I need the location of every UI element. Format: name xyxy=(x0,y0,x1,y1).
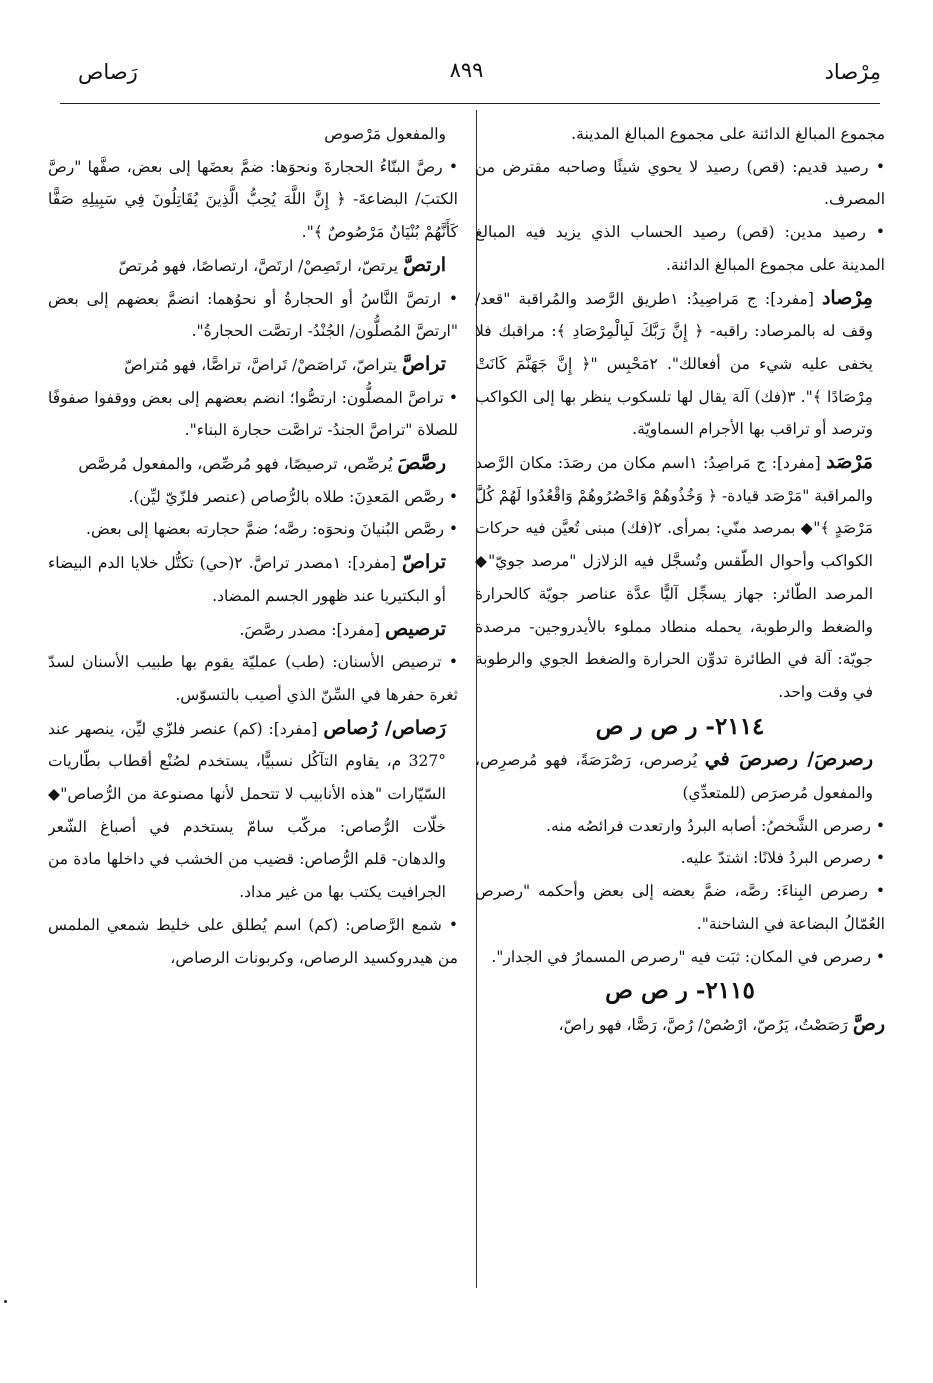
entry-sense xyxy=(475,875,885,940)
entry-text: مجموع المبالغ الدائنة على مجموع المبالغ المدينة. xyxy=(571,125,885,143)
entry-text: • ارتصَّ النَّاسُ أو الحجارةُ أو نحوُهما: انضمَّ بعضهم إلى بعض "ارتصَّ المُصلُّون/ الجُنْدُ- ارتصَّت الحجارةُ". xyxy=(48,289,458,341)
entry-sense xyxy=(48,118,458,151)
entry-headword: مِرْصاد xyxy=(821,286,873,309)
section-root-heading: ٢١١٥- ر ص ص xyxy=(605,977,755,1005)
entry-text: • رصَّص المَعدِنَ: طلاه بالرُّصاص (عنصر فلزّيّ ليِّن). xyxy=(128,487,458,506)
page-number: ٨٩٩ xyxy=(449,58,484,82)
dictionary-entry xyxy=(48,613,458,647)
entry-sense xyxy=(475,810,885,843)
entry-text: يتراصّ، تَراصَصْ/ تَراصَّ، تراصًّا، فهو مُتراصّ xyxy=(124,355,402,374)
entry-headword: رصَّصَ xyxy=(397,452,446,475)
entry-text: • شمع الرَّصاص: (كم) اسم يُطلق على خليط شمعي الملمس من هيدروكسيد الرصاص، وكربونات الرصاص، xyxy=(48,915,458,967)
right-column xyxy=(475,118,885,1288)
dictionary-entry xyxy=(48,249,458,283)
entry-sense xyxy=(475,941,885,974)
left-column xyxy=(48,118,458,1288)
entry-headword: رصرصَ/ رصرصَ في xyxy=(704,748,873,771)
dictionary-entry xyxy=(475,1008,885,1042)
margin-mark xyxy=(4,1300,7,1303)
dictionary-entry xyxy=(475,743,885,809)
entry-text: يُرصرص، رَصْرَصَةً، فهو مُرصرِص، والمفعول مُرصرَص (للمتعدِّي) xyxy=(475,751,873,803)
entry-sense xyxy=(475,842,885,875)
entry-headword: تراصّ xyxy=(401,551,446,574)
dictionary-entry xyxy=(475,446,885,709)
entry-text: [مفرد]: ج مَراصِيدُ: ١طريق الرَّصد والمُراقبة "قعد/ وقف له بالمرصاد: راقبه- ﴿ إِنَّ رَبَّكَ لَبِالْمِرْصَادِ ﴾: مراقبك فلا يخفى عليه شيء من أفعالك". ٢مَحْبِس "﴿ إِنَّ جَهَنَّمَ كَانَتْ مِرْصَادًا ﴾". ٣(فك) آلة يقال لها تلسكوب ينظر بها إلى الكواكب وترصد أو تراقب بها الأجرام السماويّة. xyxy=(475,289,873,439)
entry-sense xyxy=(48,382,458,447)
entry-headword: مَرْصَد xyxy=(826,451,873,474)
dictionary-entry xyxy=(475,282,885,447)
entry-sense xyxy=(475,151,885,216)
entry-text: [مفرد]: ١مصدر تراصَّ. ٢(حي) تكتُّل خلايا الدم البيضاء أو البكتيريا عند ظهور الجسم المضاد. xyxy=(48,554,446,605)
entry-headword: رصَّ xyxy=(852,1012,885,1035)
entry-text: والمفعول مَرْصوص xyxy=(324,125,446,143)
entry-text: • رصيد قديم: (قص) رصيد لا يحوي شيئًا وصاحبه مقترض من المصرف. xyxy=(475,157,885,209)
entry-sense xyxy=(48,513,458,546)
entry-headword: رَصاص/ رُصاص xyxy=(323,716,446,739)
dictionary-entry xyxy=(48,447,458,481)
entry-text: [مفرد]: ج مَراصِدُ: ١اسم مكان من رصَدَ: مكان الرَّصد والمراقبة "مَرْصَد قيادة- ﴿ وَخُذُوهُمْ وَاحْصُرُوهُمْ وَاقْعُدُوا لَهُمْ كُلَّ مَرْصَدٍ ﴾"◆ بمرصد منّي: بمرأى. ٢(فك) مبنى تُعيَّن فيه حركات الكواكب وأحوال الطّقس وتُسجَّل فيه الزلازل "مرصد جويّ"◆ المرصد الطّائر: جهاز يسجِّل آليًّا عدَّة عناصر جويّة كالحرارة والضغط والرطوبة، يحمله منطاد مملوء بالأيدروجين- مرصدة جويّة: آلة في الطائرة تدوِّن الحرارة والضغط الجوي والرطوبة في وقت واحد. xyxy=(475,454,874,701)
entry-text: رَصَصْتُ، يَرُصّ، ارْصُصْ/ رُصَّ، رَصًّا، فهو راصّ، xyxy=(558,1015,853,1034)
entry-text: • رصَّ البنّاءُ الحجارةَ ونحوَها: ضمَّ بعضَها إلى بعض، صفَّها "رصَّ الكتبَ/ البضاعةَ- ﴿ إِنَّ اللَّهَ يُحِبُّ الَّذِينَ يُقَاتِلُونَ فِي سَبِيلِهِ صَفًّا كَأَنَّهُمْ بُنْيَانٌ مَرْصُوصٌ ﴾". xyxy=(48,157,458,242)
entry-text: • رصرص الشَّخصُ: أصابه البردُ وارتعدت فرائصُه منه. xyxy=(546,816,885,835)
entry-headword: تراصَّ xyxy=(401,352,446,375)
entry-text: يُرصِّص، ترصيصًا، فهو مُرصِّص، والمفعول مُرصَّص xyxy=(78,455,398,474)
entry-sense xyxy=(475,216,885,281)
entry-text: [مفرد]: مصدر رصَّصَ. xyxy=(239,620,386,639)
entry-headword: ترصيص xyxy=(385,617,446,640)
entry-text: • ترصيص الأسنان: (طب) عمليّة يقوم بها طبيب الأسنان لسدّ ثغرة حفرها في السِّنّ الذي أصيب بالتسوّس. xyxy=(48,653,458,704)
entry-text: • تراصَّ المصلُّون: ارتصُّوا؛ انضم بعضهم إلى بعض ووقفوا صفوفًا للصلاة "تراصَّ الجندُ- تراصَّت حجارة البناء". xyxy=(48,388,458,440)
dictionary-entry xyxy=(48,348,458,382)
entry-text: • رصرص في المكان: ثبَت فيه "رصرص المسمارُ في الجدار". xyxy=(491,947,885,966)
header-guide-word-left: رَصاص xyxy=(78,60,138,84)
entry-sense xyxy=(48,481,458,514)
entry-sense xyxy=(48,283,458,348)
dictionary-entry xyxy=(48,712,458,909)
entry-text: • رصيد مدين: (قص) رصيد الحساب الذي يزيد فيه المبالغ المدينة على مجموع المبالغ الدائنة. xyxy=(475,223,885,274)
header-guide-word-right: مِرْصاد xyxy=(824,60,881,84)
entry-sense xyxy=(48,646,458,711)
entry-text: • رصرص البردُ فلانًا: اشتدّ عليه. xyxy=(680,849,885,868)
entry-sense xyxy=(48,909,458,974)
section-root-heading: ٢١١٤- ر ص ر ص xyxy=(595,712,765,740)
header-rule xyxy=(60,103,880,104)
dictionary-entry xyxy=(48,546,458,612)
entry-text: [مفرد]: (كم) عنصر فلزّي ليِّن، ينصهر عند °327 م، يقاوم التآكُل نسبيًّا، يستخدم لصُنْع أقطاب بطّاريات السّيّارات "هذه الأنابيب لا تتحمل لأنها مصنوعة من الرُّصاص"◆ خلّات الرُّصاص: مركّب سامّ يستخدم في أصباغ الشّعر والدهان- قلم الرُّصاص: قضيب من الخشب في داخلها مادة من الجرافيت يكتب بها من غير مداد. xyxy=(48,719,446,902)
entry-text: • رصرص البِناءَ: رصَّه، ضمَّ بعضه إلى بعض وأحكمه "رصرص العُمّالُ البضاعة في الشاحنة". xyxy=(475,882,885,933)
entry-sense xyxy=(48,151,458,249)
entry-text: • رصَّص البُنيانَ ونحوَه: رصَّه؛ ضمَّ حجارته بعضها إلى بعض. xyxy=(86,520,458,539)
entry-headword: ارتصَّ xyxy=(402,253,446,276)
entry-text: يرتصّ، ارتَصِصْ/ ارتَصَّ، ارتصاصًا، فهو مُرتصّ xyxy=(118,256,403,275)
entry-sense xyxy=(475,118,885,151)
